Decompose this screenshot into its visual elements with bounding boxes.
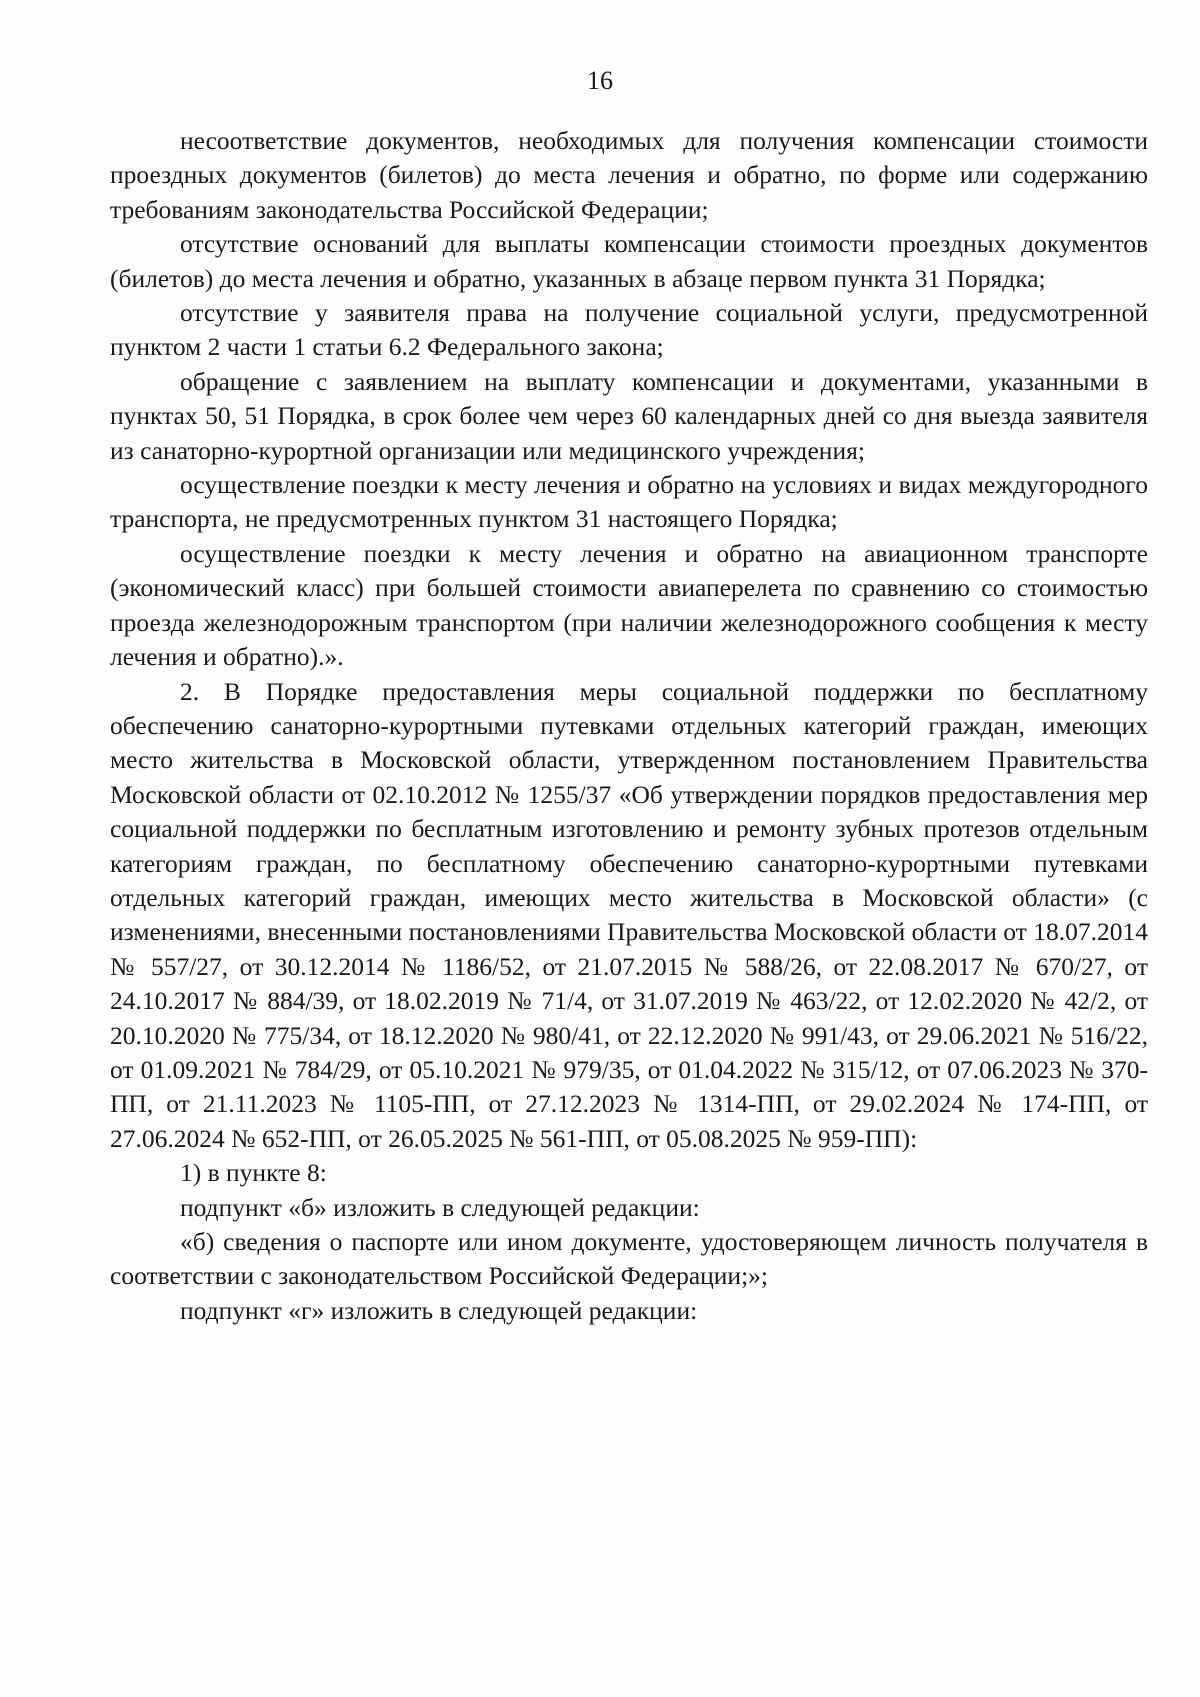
document-body	[110, 124, 1148, 1328]
paragraph-air-transport: осуществление поездки к месту лечения и обратно на авиационном транспорте (экономический класс) при большей стоимости авиаперелета по сравнению со стоимостью проезда железнодорожным транспортом (при наличии железнодорожного сообщения к месту лечения и обратно).».	[110, 538, 1148, 672]
paragraph-no-right-social-service: отсутствие у заявителя права на получение социальной услуги, предусмотренной пунктом 2 части 1 статьи 6.2 Федерального закона;	[110, 298, 1148, 362]
paragraph-intercity-transport: осуществление поездки к месту лечения и обратно на условиях и видах междугородного транспорта, не предусмотренных пунктом 31 настоящего Порядка;	[110, 470, 1148, 534]
paragraph-section-2-amendments: 2. В Порядке предоставления меры социальной поддержки по бесплатному обеспечению санаторно-курортными путевками отдельных категорий граждан, имеющих место жительства в Московской области, утвержденном постановлением Правительства Московской области от 02.10.2012 № 1255/37 «Об утверждении порядков предоставления мер социальной поддержки по бесплатным изготовлению и ремонту зубных протезов отдельным категориям граждан, по бесплатному обеспечению санаторно-курортными путевками отдельных категорий граждан, имеющих место жительства в Московской области» (с изменениями, внесенными постановлениями Правительства Московской области от 18.07.2014 № 557/27, от 30.12.2014 № 1186/52, от 21.07.2015 № 588/26, от 22.08.2017 № 670/27, от 24.10.2017 № 884/39, от 18.02.2019 № 71/4, от 31.07.2019 № 463/22, от 12.02.2020 № 42/2, от 20.10.2020 № 775/34, от 18.12.2020 № 980/41, от 22.12.2020 № 991/43, от 29.06.2021 № 516/22, от 01.09.2021 № 784/29, от 05.10.2021 № 979/35, от 01.04.2022 № 315/12, от 07.06.2023 № 370-ПП, от 21.11.2023 № 1105-ПП, от 27.12.2023 № 1314-ПП, от 29.02.2024 № 174-ПП, от 27.06.2024 № 652-ПП, от 26.05.2025 № 561-ПП, от 05.08.2025 № 959-ПП):	[110, 676, 1148, 1153]
paragraph-noncompliance-documents: несоответствие документов, необходимых для получения компенсации стоимости проездных документов (билетов) до места лечения и обратно, по форме или содержанию требованиям законодательства Российской Федерации;	[110, 126, 1148, 224]
paragraph-subitem-g-heading: подпункт «г» изложить в следующей редакции:	[180, 1295, 698, 1325]
paragraph-subitem-b-text: «б) сведения о паспорте или ином документе, удостоверяющем личность получателя в соответствии с законодательством Российской Федерации;»;	[110, 1227, 1148, 1291]
page-number: 16	[587, 66, 613, 95]
paragraph-item-8: 1) в пункте 8:	[180, 1158, 327, 1188]
paragraph-no-grounds-payment: отсутствие оснований для выплаты компенсации стоимости проездных документов (билетов) до места лечения и обратно, указанных в абзаце первом пункта 31 Порядка;	[110, 229, 1148, 293]
paragraph-late-application: обращение с заявлением на выплату компенсации и документами, указанными в пунктах 50, 51 Порядка, в срок более чем через 60 календарных дней со дня выезда заявителя из санаторно-курортной организации или медицинского учреждения;	[110, 366, 1148, 465]
paragraph-subitem-b-heading: подпункт «б» изложить в следующей редакции:	[180, 1192, 700, 1222]
